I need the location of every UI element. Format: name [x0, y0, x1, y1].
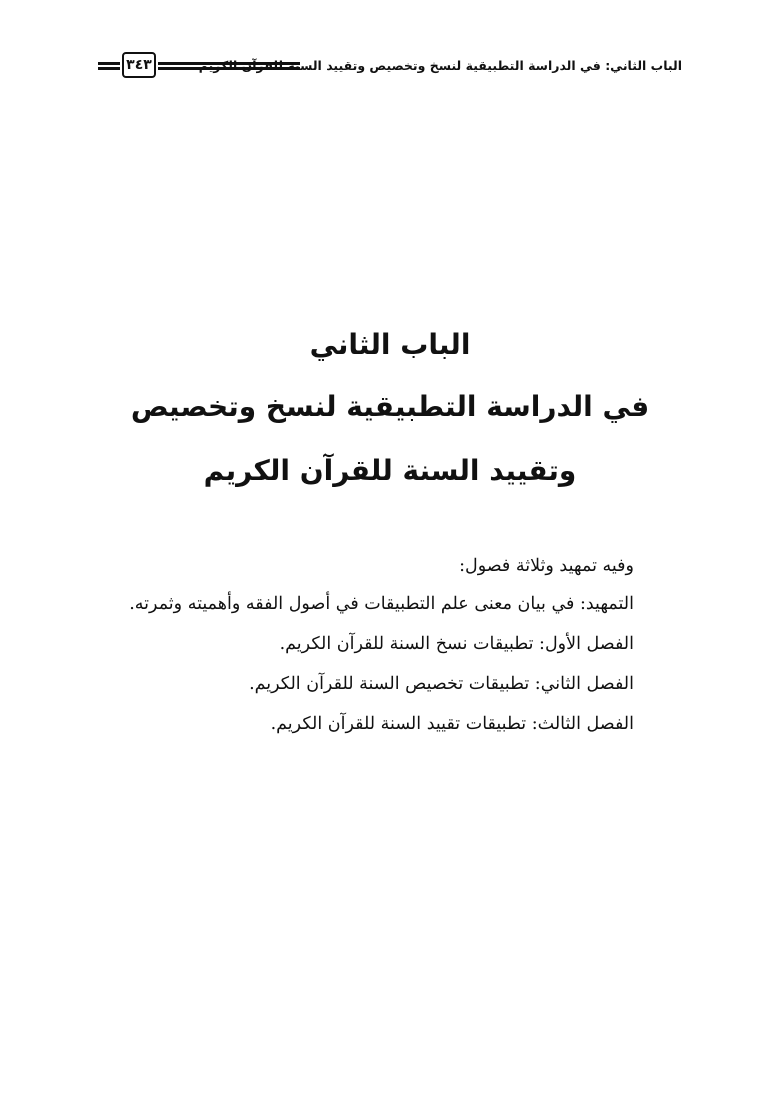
contents-intro: وفيه تمهيد وثلاثة فصول: — [459, 556, 634, 576]
contents-item-chapter-3: الفصل الثالث: تطبيقات تقييد السنة للقرآن الكريم. — [270, 714, 634, 734]
chapter-subtitle-line-2: وتقييد السنة للقرآن الكريم — [203, 454, 577, 487]
contents-item-chapter-2: الفصل الثاني: تطبيقات تخصيص السنة للقرآن الكريم. — [249, 674, 634, 694]
page-number: ٣٤٣ — [122, 52, 156, 78]
chapter-subtitle-line-1: في الدراسة التطبيقية لنسخ وتخصيص — [130, 390, 650, 423]
running-header — [98, 52, 682, 86]
contents-item-introduction: التمهيد: في بيان معنى علم التطبيقات في أصول الفقه وأهميته وثمرته. — [129, 594, 634, 614]
chapter-title-block — [100, 330, 680, 496]
chapter-contents — [114, 552, 634, 750]
chapter-label: الباب الثاني — [309, 328, 471, 361]
contents-item-chapter-1: الفصل الأول: تطبيقات نسخ السنة للقرآن الكريم. — [279, 634, 634, 654]
header-double-rule-left — [98, 62, 120, 70]
running-title: الباب الثاني: في الدراسة التطبيقية لنسخ وتخصيص وتقييد السنة للقرآن الكريم — [198, 58, 682, 73]
